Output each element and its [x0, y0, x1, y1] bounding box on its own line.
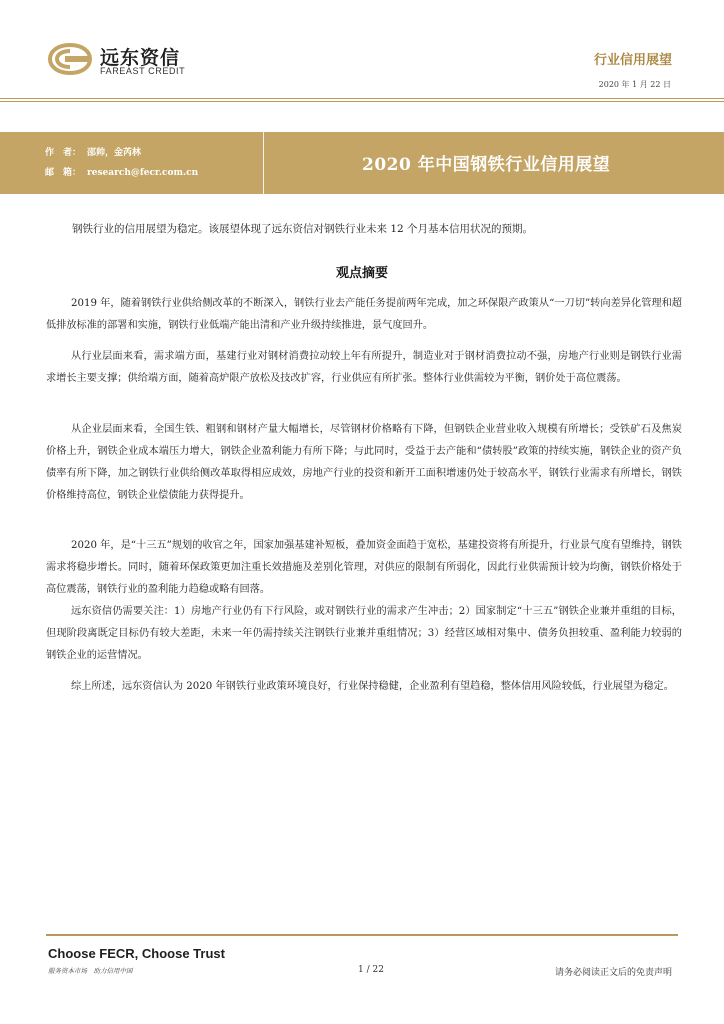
email-line [45, 165, 198, 178]
report-type: 行业信用展望 [593, 53, 672, 68]
email-address[interactable]: research@fecr.com.cn [87, 168, 199, 178]
brand-name-en: FAREAST CREDIT [100, 66, 186, 76]
summary-paragraph: 2019 年，随着钢铁行业供给侧改革的不断深入，钢铁行业去产能任务提前两年完成，加之环保限产政策从“一刀切”转向差异化管理和超低排放标准的部署和实施，钢铁行业低端产能出清和产业升级持续推进，景气度回升。 [46, 298, 682, 331]
header-divider-secondary [0, 101, 724, 102]
outlook-statement: 钢铁行业的信用展望为稳定。该展望体现了远东资信对钢铁行业未来 12 个月基本信用状况的预期。 [72, 223, 534, 235]
footer-sub-slogan: 服务资本市场 助力信用中国 [48, 967, 133, 975]
banner-divider [263, 132, 264, 194]
page-number: 1 / 22 [358, 965, 384, 975]
brand-name-cn: 远东资信 [100, 47, 181, 69]
footer-disclaimer[interactable]: 请务必阅读正文后的免责声明 [554, 968, 672, 978]
footer-divider [46, 934, 678, 936]
summary-heading: 观点摘要 [335, 266, 388, 281]
email-label: 邮 箱： [45, 168, 82, 178]
company-logo [46, 42, 216, 76]
title-banner [0, 132, 724, 194]
report-date: 2020 年 1 月 22 日 [598, 80, 671, 89]
header-divider [0, 98, 724, 99]
summary-paragraph: 远东资信仍需要关注：1）房地产行业仍有下行风险，或对钢铁行业的需求产生冲击；2）国家制定“十三五”钢铁企业兼并重组的目标，但现阶段离既定目标仍有较大差距，未来一年仍需持续关注钢铁行业兼并重组情况；3）经营区域相对集中、债务负担较重、盈利能力较弱的钢铁企业的运营情况。 [46, 606, 682, 661]
fecr-logo-icon [46, 42, 94, 76]
author-label: 作 者： [45, 148, 82, 158]
authors: 邵帅，金芮林 [87, 148, 142, 158]
author-line [45, 145, 141, 158]
summary-paragraph: 综上所述，远东资信认为 2020 年钢铁行业政策环境良好，行业保持稳健，企业盈利有望趋稳，整体信用风险较低，行业展望为稳定。 [71, 681, 674, 692]
report-title: 2020 年中国钢铁行业信用展望 [362, 155, 611, 175]
summary-paragraph: 从行业层面来看，需求端方面，基建行业对钢材消费拉动较上年有所提升，制造业对于钢材消费拉动不强，房地产行业则是钢铁行业需求增长主要支撑；供给端方面，随着高炉限产放松及技改扩容，行业供应有所扩张。整体行业供需较为平衡，钢价处于高位震荡。 [46, 351, 682, 384]
summary-paragraph: 2020 年，是“十三五”规划的收官之年，国家加强基建补短板，叠加资金面趋于宽松，基建投资将有所提升，行业景气度有望维持，钢铁需求将稳步增长。同时，随着环保政策更加注重长效措施及差别化管理，对供应的限制有所弱化，因此行业供需预计较为均衡，钢铁价格处于高位震荡，钢铁行业的盈利能力趋稳或略有回落。 [46, 540, 682, 595]
summary-paragraph: 从企业层面来看，全国生铁、粗钢和钢材产量大幅增长，尽管钢材价格略有下降，但钢铁企业营业收入规模有所增长；受铁矿石及焦炭价格上升，钢铁企业成本端压力增大，钢铁企业盈利能力有所下降；与此同时，受益于去产能和“债转股”政策的持续实施，钢铁企业的资产负债率有所下降，加之钢铁行业供给侧改革取得相应成效，房地产行业的投资和新开工面积增速仍处于较高水平，钢铁行业需求有所增长，钢铁价格维持高位，钢铁企业偿债能力获得提升。 [46, 424, 682, 501]
footer-slogan: Choose FECR, Choose Trust [48, 946, 225, 961]
